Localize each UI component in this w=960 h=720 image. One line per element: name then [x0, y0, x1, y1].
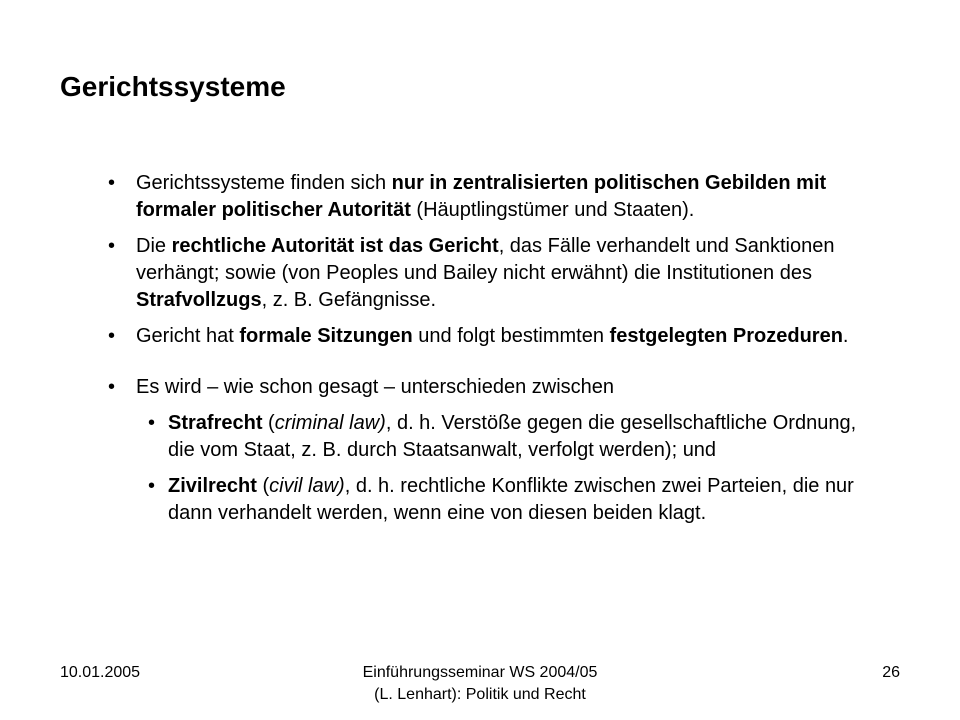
text-segment-bold: Strafrecht [168, 412, 263, 434]
text-segment: , d. h. rechtliche Konflikte zwischen zwei Parteien, die nur dann verhandelt werden, wenn eine von diesen beiden klagt. [168, 475, 854, 524]
text-segment-bold: festgelegten Prozeduren [609, 325, 843, 347]
bullet-distinction [108, 374, 888, 401]
text-segment: Die [136, 235, 172, 257]
footer-course-line1: Einführungsseminar WS 2004/05 [362, 664, 598, 681]
text-segment-bold: nur in zentralisierten politischen Gebilden mit formaler politischer Autorität [136, 172, 827, 221]
bullet-court-systems [108, 170, 888, 224]
text-segment: und folgt bestimmten [412, 325, 610, 347]
text-segment: ( [256, 475, 270, 497]
text-segment: Gerichtssysteme finden sich [136, 172, 392, 194]
text-segment: , das Fälle verhandelt und Sanktionen verhängt; sowie (von Peoples und Bailey nicht erwähnt) die Institutionen des [136, 235, 835, 284]
bullet-legal-authority [108, 233, 888, 314]
text-segment: (Häuptlingstümer und Staaten). [410, 199, 695, 221]
footer-page-number: 26 [882, 664, 900, 681]
text-segment: Es wird – wie schon gesagt – unterschieden zwischen [136, 376, 615, 398]
text-segment-bold: rechtliche Autorität ist das Gericht [171, 235, 499, 257]
text-segment-bold: Zivilrecht [168, 475, 257, 497]
footer-course-line2: (L. Lenhart): Politik und Recht [374, 686, 586, 703]
slide-title: Gerichtssysteme [60, 71, 286, 102]
text-segment: ( [262, 412, 275, 434]
footer-date: 10.01.2005 [60, 664, 141, 681]
sub-bullet-criminal-law [148, 410, 888, 464]
text-segment: , d. h. Verstöße gegen die gesellschaftliche Ordnung, die vom Staat, z. B. durch Staatsanwalt, verfolgt werden); und [168, 412, 857, 461]
text-segment: , z. B. Gefängnisse. [261, 289, 437, 311]
footer-course [300, 662, 660, 706]
text-segment-italic: civil law) [269, 475, 345, 497]
text-segment-italic: criminal law) [274, 412, 386, 434]
text-segment-bold: formale Sitzungen [239, 325, 413, 347]
sub-bullet-civil-law [148, 473, 888, 527]
slide-body [108, 170, 888, 536]
text-segment: . [842, 325, 849, 347]
text-segment-bold: Strafvollzugs [136, 289, 262, 311]
text-segment: Gericht hat [136, 325, 240, 347]
bullet-formal-sessions [108, 323, 888, 350]
